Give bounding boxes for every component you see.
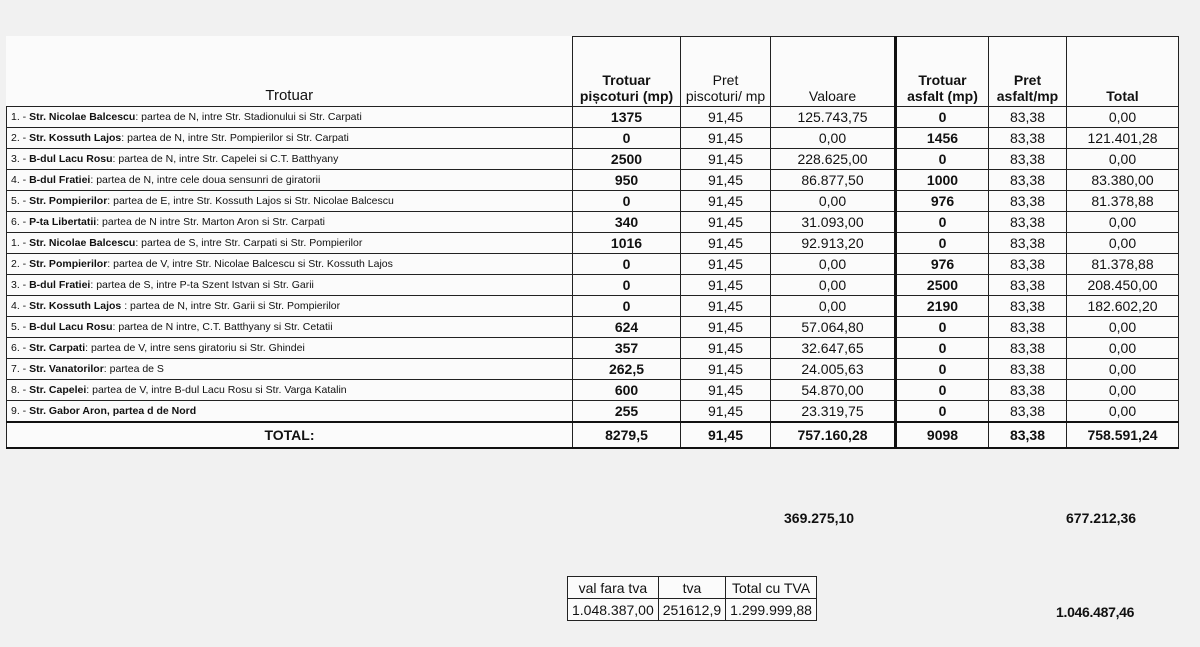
street-name: Str. Gabor Aron, partea d de Nord bbox=[29, 405, 197, 417]
total-pret-asfalt: 83,38 bbox=[989, 422, 1067, 448]
row-number: 2. - bbox=[11, 258, 27, 270]
pret-piscoturi-cell: 91,45 bbox=[681, 338, 771, 359]
trotuar-asfalt-cell: 1000 bbox=[896, 170, 989, 191]
valoare-cell: 92.913,20 bbox=[771, 233, 896, 254]
trotuar-asfalt-cell: 0 bbox=[896, 317, 989, 338]
row-number: 6. - bbox=[11, 342, 27, 354]
total-row bbox=[7, 422, 1179, 448]
street-description: : partea de N, intre Str. Stadionului si Str. Carpati bbox=[135, 111, 362, 123]
pret-piscoturi-cell: 91,45 bbox=[681, 254, 771, 275]
valoare-cell: 0,00 bbox=[771, 275, 896, 296]
pret-asfalt-cell: 83,38 bbox=[989, 359, 1067, 380]
valoare-cell: 31.093,00 bbox=[771, 212, 896, 233]
pret-asfalt-cell: 83,38 bbox=[989, 233, 1067, 254]
street-description: : partea de V, intre B-dul Lacu Rosu si Str. Varga Katalin bbox=[86, 384, 347, 396]
trotuar-piscoturi-cell: 1375 bbox=[573, 107, 681, 128]
trotuar-piscoturi-cell: 0 bbox=[573, 275, 681, 296]
street-cell bbox=[7, 296, 573, 317]
pret-piscoturi-cell: 91,45 bbox=[681, 233, 771, 254]
row-number: 5. - bbox=[11, 321, 27, 333]
grand-total: 1.046.487,46 bbox=[1056, 604, 1135, 620]
trotuar-piscoturi-cell: 1016 bbox=[573, 233, 681, 254]
street-name: B-dul Fratiei bbox=[29, 174, 91, 186]
header-street: Trotuar bbox=[7, 37, 573, 107]
total-trotuar-asfalt: 9098 bbox=[896, 422, 989, 448]
street-name: Str. Pompierilor bbox=[29, 258, 108, 270]
row-number: 9. - bbox=[11, 405, 27, 417]
trotuar-asfalt-cell: 976 bbox=[896, 254, 989, 275]
table-row bbox=[7, 191, 1179, 212]
table-row bbox=[7, 359, 1179, 380]
street-description: : partea de N, intre Str. Capelei si C.T. Batthyany bbox=[112, 153, 339, 165]
right-sum: 677.212,36 bbox=[1066, 510, 1137, 526]
street-cell bbox=[7, 359, 573, 380]
trotuar-asfalt-cell: 0 bbox=[896, 401, 989, 423]
trotuar-piscoturi-cell: 600 bbox=[573, 380, 681, 401]
pret-piscoturi-cell: 91,45 bbox=[681, 149, 771, 170]
header-row bbox=[7, 37, 1179, 107]
table-row bbox=[7, 233, 1179, 254]
table-row bbox=[7, 128, 1179, 149]
pret-asfalt-cell: 83,38 bbox=[989, 191, 1067, 212]
pret-asfalt-cell: 83,38 bbox=[989, 212, 1067, 233]
valoare-cell: 228.625,00 bbox=[771, 149, 896, 170]
table-row bbox=[7, 170, 1179, 191]
street-cell bbox=[7, 212, 573, 233]
street-description: : partea de S, intre Str. Carpati si Str. Pompierilor bbox=[135, 237, 363, 249]
total-cell: 182.602,20 bbox=[1067, 296, 1179, 317]
row-number: 7. - bbox=[11, 363, 27, 375]
total-cell: 81.378,88 bbox=[1067, 191, 1179, 212]
pret-piscoturi-cell: 91,45 bbox=[681, 380, 771, 401]
tva-value-total: 1.299.999,88 bbox=[726, 599, 817, 621]
total-valoare: 757.160,28 bbox=[771, 422, 896, 448]
street-name: B-dul Lacu Rosu bbox=[29, 321, 113, 333]
total-label: TOTAL: bbox=[7, 422, 573, 448]
street-name: Str. Vanatorilor bbox=[29, 363, 104, 375]
street-description: : partea de N, intre Str. Garii si Str. Pompierilor bbox=[121, 300, 341, 312]
tva-value-tva: 251612,9 bbox=[658, 599, 725, 621]
table-row bbox=[7, 401, 1179, 423]
pret-piscoturi-cell: 91,45 bbox=[681, 170, 771, 191]
sidewalk-cost-table bbox=[6, 36, 1179, 449]
trotuar-piscoturi-cell: 255 bbox=[573, 401, 681, 423]
pret-piscoturi-cell: 91,45 bbox=[681, 107, 771, 128]
trotuar-piscoturi-cell: 0 bbox=[573, 296, 681, 317]
total-cell: 0,00 bbox=[1067, 149, 1179, 170]
street-cell bbox=[7, 128, 573, 149]
valoare-cell: 125.743,75 bbox=[771, 107, 896, 128]
street-description: : partea de S bbox=[103, 363, 164, 375]
valoare-cell: 54.870,00 bbox=[771, 380, 896, 401]
street-name: Str. Carpati bbox=[29, 342, 86, 354]
table-row bbox=[7, 107, 1179, 128]
street-description: : partea de S, intre P-ta Szent Istvan si Str. Garii bbox=[90, 279, 314, 291]
total-cell: 0,00 bbox=[1067, 401, 1179, 423]
street-description: : partea de N intre, C.T. Batthyany si Str. Cetatii bbox=[112, 321, 333, 333]
trotuar-piscoturi-cell: 262,5 bbox=[573, 359, 681, 380]
trotuar-piscoturi-cell: 950 bbox=[573, 170, 681, 191]
valoare-cell: 0,00 bbox=[771, 296, 896, 317]
street-name: Str. Kossuth Lajos bbox=[29, 132, 122, 144]
pret-asfalt-cell: 83,38 bbox=[989, 254, 1067, 275]
row-number: 5. - bbox=[11, 195, 27, 207]
tva-header-total: Total cu TVA bbox=[726, 577, 817, 599]
trotuar-piscoturi-cell: 2500 bbox=[573, 149, 681, 170]
table-row bbox=[7, 296, 1179, 317]
row-number: 3. - bbox=[11, 279, 27, 291]
header-pret-asfalt: Pret asfalt/mp bbox=[989, 37, 1067, 107]
valoare-cell: 0,00 bbox=[771, 128, 896, 149]
trotuar-asfalt-cell: 2190 bbox=[896, 296, 989, 317]
trotuar-piscoturi-cell: 357 bbox=[573, 338, 681, 359]
pret-piscoturi-cell: 91,45 bbox=[681, 275, 771, 296]
table-row bbox=[7, 338, 1179, 359]
table-body bbox=[7, 107, 1179, 423]
total-cell: 0,00 bbox=[1067, 359, 1179, 380]
street-description: : partea de V, intre sens giratoriu si Str. Ghindei bbox=[85, 342, 305, 354]
row-number: 3. - bbox=[11, 153, 27, 165]
street-cell bbox=[7, 254, 573, 275]
trotuar-asfalt-cell: 1456 bbox=[896, 128, 989, 149]
header-pret-piscoturi: Pret piscoturi/ mp bbox=[681, 37, 771, 107]
table-row bbox=[7, 212, 1179, 233]
total-cell: 0,00 bbox=[1067, 317, 1179, 338]
valoare-cell: 86.877,50 bbox=[771, 170, 896, 191]
valoare-cell: 23.319,75 bbox=[771, 401, 896, 423]
total-cell: 0,00 bbox=[1067, 107, 1179, 128]
tva-header-val: val fara tva bbox=[568, 577, 659, 599]
street-description: : partea de E, intre Str. Kossuth Lajos si Str. Nicolae Balcescu bbox=[107, 195, 394, 207]
trotuar-asfalt-cell: 0 bbox=[896, 359, 989, 380]
trotuar-asfalt-cell: 0 bbox=[896, 338, 989, 359]
total-cell: 121.401,28 bbox=[1067, 128, 1179, 149]
total-pret-piscoturi: 91,45 bbox=[681, 422, 771, 448]
street-cell bbox=[7, 170, 573, 191]
tva-header-row bbox=[568, 577, 817, 599]
street-cell bbox=[7, 338, 573, 359]
street-name: Str. Nicolae Balcescu bbox=[29, 237, 136, 249]
trotuar-asfalt-cell: 0 bbox=[896, 380, 989, 401]
valoare-cell: 0,00 bbox=[771, 254, 896, 275]
header-trotuar-asfalt: Trotuar asfalt (mp) bbox=[896, 37, 989, 107]
trotuar-asfalt-cell: 2500 bbox=[896, 275, 989, 296]
trotuar-piscoturi-cell: 0 bbox=[573, 128, 681, 149]
valoare-cell: 57.064,80 bbox=[771, 317, 896, 338]
valoare-cell: 32.647,65 bbox=[771, 338, 896, 359]
street-cell bbox=[7, 191, 573, 212]
street-cell bbox=[7, 317, 573, 338]
pret-asfalt-cell: 83,38 bbox=[989, 275, 1067, 296]
total-cell: 208.450,00 bbox=[1067, 275, 1179, 296]
trotuar-piscoturi-cell: 340 bbox=[573, 212, 681, 233]
street-description: : partea de N, intre cele doua sensunri de giratorii bbox=[90, 174, 321, 186]
street-cell bbox=[7, 233, 573, 254]
trotuar-piscoturi-cell: 0 bbox=[573, 191, 681, 212]
trotuar-asfalt-cell: 976 bbox=[896, 191, 989, 212]
pret-asfalt-cell: 83,38 bbox=[989, 107, 1067, 128]
table-row bbox=[7, 254, 1179, 275]
tva-value-row bbox=[568, 599, 817, 621]
header-total: Total bbox=[1067, 37, 1179, 107]
street-cell bbox=[7, 275, 573, 296]
pret-piscoturi-cell: 91,45 bbox=[681, 191, 771, 212]
street-name: Str. Nicolae Balcescu bbox=[29, 111, 136, 123]
street-name: B-dul Lacu Rosu bbox=[29, 153, 113, 165]
trotuar-asfalt-cell: 0 bbox=[896, 233, 989, 254]
pret-asfalt-cell: 83,38 bbox=[989, 380, 1067, 401]
row-number: 6. - bbox=[11, 216, 27, 228]
valoare-cell: 0,00 bbox=[771, 191, 896, 212]
total-cell: 0,00 bbox=[1067, 233, 1179, 254]
street-cell bbox=[7, 107, 573, 128]
pret-piscoturi-cell: 91,45 bbox=[681, 296, 771, 317]
pret-piscoturi-cell: 91,45 bbox=[681, 359, 771, 380]
row-number: 4. - bbox=[11, 300, 27, 312]
row-number: 1. - bbox=[11, 237, 27, 249]
total-cell: 0,00 bbox=[1067, 380, 1179, 401]
street-cell bbox=[7, 380, 573, 401]
trotuar-asfalt-cell: 0 bbox=[896, 212, 989, 233]
street-cell bbox=[7, 149, 573, 170]
tva-header-tva: tva bbox=[658, 577, 725, 599]
pret-asfalt-cell: 83,38 bbox=[989, 401, 1067, 423]
street-cell bbox=[7, 401, 573, 423]
pret-asfalt-cell: 83,38 bbox=[989, 128, 1067, 149]
street-description: : partea de N intre Str. Marton Aron si Str. Carpati bbox=[96, 216, 325, 228]
street-name: Str. Kossuth Lajos bbox=[29, 300, 122, 312]
tva-value-val: 1.048.387,00 bbox=[568, 599, 659, 621]
street-name: Str. Capelei bbox=[29, 384, 87, 396]
street-description: : partea de N, intre Str. Pompierilor si Str. Carpati bbox=[121, 132, 349, 144]
pret-piscoturi-cell: 91,45 bbox=[681, 401, 771, 423]
street-name: Str. Pompierilor bbox=[29, 195, 108, 207]
trotuar-asfalt-cell: 0 bbox=[896, 107, 989, 128]
street-name: B-dul Fratiei bbox=[29, 279, 91, 291]
street-name: P-ta Libertatii bbox=[29, 216, 97, 228]
header-valoare: Valoare bbox=[771, 37, 896, 107]
row-number: 8. - bbox=[11, 384, 27, 396]
street-description: : partea de V, intre Str. Nicolae Balcescu si Str. Kossuth Lajos bbox=[107, 258, 393, 270]
pret-asfalt-cell: 83,38 bbox=[989, 317, 1067, 338]
table-row bbox=[7, 380, 1179, 401]
table-row bbox=[7, 275, 1179, 296]
header-trotuar-piscoturi: Trotuar pișcoturi (mp) bbox=[573, 37, 681, 107]
pret-asfalt-cell: 83,38 bbox=[989, 296, 1067, 317]
total-cell: 0,00 bbox=[1067, 338, 1179, 359]
total-cell: 0,00 bbox=[1067, 212, 1179, 233]
pret-asfalt-cell: 83,38 bbox=[989, 149, 1067, 170]
pret-piscoturi-cell: 91,45 bbox=[681, 212, 771, 233]
pret-asfalt-cell: 83,38 bbox=[989, 338, 1067, 359]
left-sum: 369.275,10 bbox=[784, 510, 855, 526]
trotuar-asfalt-cell: 0 bbox=[896, 149, 989, 170]
row-number: 2. - bbox=[11, 132, 27, 144]
pret-piscoturi-cell: 91,45 bbox=[681, 128, 771, 149]
valoare-cell: 24.005,63 bbox=[771, 359, 896, 380]
total-cell: 83.380,00 bbox=[1067, 170, 1179, 191]
trotuar-piscoturi-cell: 0 bbox=[573, 254, 681, 275]
total-total: 758.591,24 bbox=[1067, 422, 1179, 448]
total-trotuar-piscoturi: 8279,5 bbox=[573, 422, 681, 448]
total-cell: 81.378,88 bbox=[1067, 254, 1179, 275]
pret-asfalt-cell: 83,38 bbox=[989, 170, 1067, 191]
trotuar-piscoturi-cell: 624 bbox=[573, 317, 681, 338]
tva-table bbox=[567, 576, 817, 621]
row-number: 4. - bbox=[11, 174, 27, 186]
row-number: 1. - bbox=[11, 111, 27, 123]
pret-piscoturi-cell: 91,45 bbox=[681, 317, 771, 338]
table-row bbox=[7, 317, 1179, 338]
table-row bbox=[7, 149, 1179, 170]
